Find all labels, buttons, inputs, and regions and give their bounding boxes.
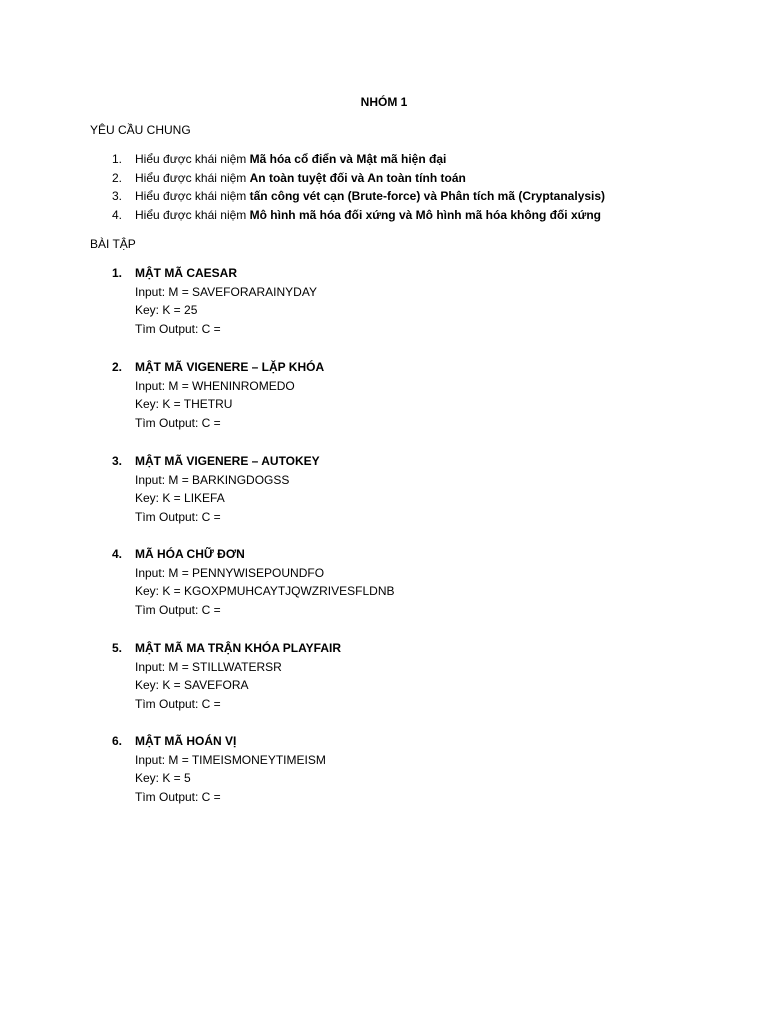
- exercise-title-text: MẬT MÃ VIGENERE – LẶP KHÓA: [135, 360, 325, 374]
- exercise-input: Input: M = WHENINROMEDO: [135, 378, 295, 393]
- exercise-output: Tìm Output: C =: [135, 697, 221, 712]
- exercise-item: [90, 452, 320, 527]
- requirement-topic: tấn công vét cạn (Brute-force) và Phân tích mã (Cryptanalysis): [249, 189, 606, 204]
- exercise-title: [90, 264, 317, 283]
- list-number: 3.: [112, 454, 123, 468]
- requirement-item: [90, 169, 605, 188]
- exercise-input: Input: M = BARKINGDOGSS: [135, 472, 290, 487]
- list-number: 4.: [112, 208, 123, 223]
- exercise-item: [90, 545, 395, 620]
- requirement-prefix: Hiểu được khái niệm: [135, 152, 250, 166]
- requirement-prefix: Hiểu được khái niệm: [135, 208, 250, 223]
- exercises-heading: BÀI TẬP: [90, 237, 136, 251]
- list-number: 5.: [112, 641, 123, 655]
- exercise-title: [90, 639, 341, 658]
- requirement-item: [90, 150, 605, 169]
- exercise-key: Key: K = 5: [135, 771, 191, 786]
- list-number: 2.: [112, 360, 123, 374]
- exercise-item: [90, 264, 317, 339]
- requirement-prefix: Hiểu được khái niệm: [135, 189, 250, 204]
- exercise-input: Input: M = STILLWATERSR: [135, 659, 282, 674]
- list-number: 1.: [112, 266, 123, 280]
- exercise-title: [90, 732, 326, 751]
- exercise-title-text: MẬT MÃ MA TRẬN KHÓA PLAYFAIR: [135, 641, 341, 655]
- list-number: 2.: [112, 170, 123, 185]
- exercise-key: Key: K = KGOXPMUHCAYTJQWZRIVESFLDNB: [135, 584, 395, 599]
- exercise-item: [90, 358, 324, 433]
- requirement-topic: Mã hóa cổ điển và Mật mã hiện đại: [249, 152, 447, 166]
- exercise-key: Key: K = THETRU: [135, 397, 233, 412]
- exercise-input: Input: M = TIMEISMONEYTIMEISM: [135, 752, 326, 767]
- list-number: 4.: [112, 547, 123, 561]
- exercise-item: [90, 639, 341, 714]
- exercise-key: Key: K = LIKEFA: [135, 491, 225, 506]
- exercise-output: Tìm Output: C =: [135, 790, 221, 805]
- exercise-output: Tìm Output: C =: [135, 416, 221, 431]
- requirement-item: [90, 206, 605, 225]
- list-number: 1.: [112, 152, 123, 166]
- exercise-output: Tìm Output: C =: [135, 603, 221, 618]
- requirements-heading: YÊU CẦU CHUNG: [90, 123, 191, 137]
- exercise-title-text: MÃ HÓA CHỮ ĐƠN: [135, 547, 245, 561]
- requirement-prefix: Hiểu được khái niệm: [135, 170, 250, 185]
- requirement-topic: An toàn tuyệt đối và An toàn tính toán: [249, 170, 466, 185]
- requirement-topic: Mô hình mã hóa đối xứng và Mô hình mã hóa không đối xứng: [249, 208, 601, 223]
- exercise-title: [90, 452, 320, 471]
- exercise-title: [90, 545, 395, 564]
- list-number: 3.: [112, 189, 123, 204]
- requirement-item: [90, 187, 605, 206]
- exercise-title-text: MẬT MÃ VIGENERE – AUTOKEY: [135, 454, 320, 468]
- exercise-output: Tìm Output: C =: [135, 510, 221, 525]
- list-number: 6.: [112, 734, 123, 748]
- exercise-item: [90, 732, 326, 807]
- exercise-title: [90, 358, 324, 377]
- exercise-title-text: MẬT MÃ HOÁN VỊ: [135, 734, 237, 748]
- exercise-output: Tìm Output: C =: [135, 322, 221, 337]
- exercise-input: Input: M = SAVEFORARAINYDAY: [135, 284, 317, 299]
- page-title: NHÓM 1: [360, 95, 408, 109]
- exercise-key: Key: K = SAVEFORA: [135, 678, 249, 693]
- requirements-list: [90, 150, 605, 225]
- exercise-key: Key: K = 25: [135, 303, 198, 318]
- exercise-input: Input: M = PENNYWISEPOUNDFO: [135, 565, 325, 580]
- exercise-title-text: MẬT MÃ CAESAR: [135, 266, 237, 280]
